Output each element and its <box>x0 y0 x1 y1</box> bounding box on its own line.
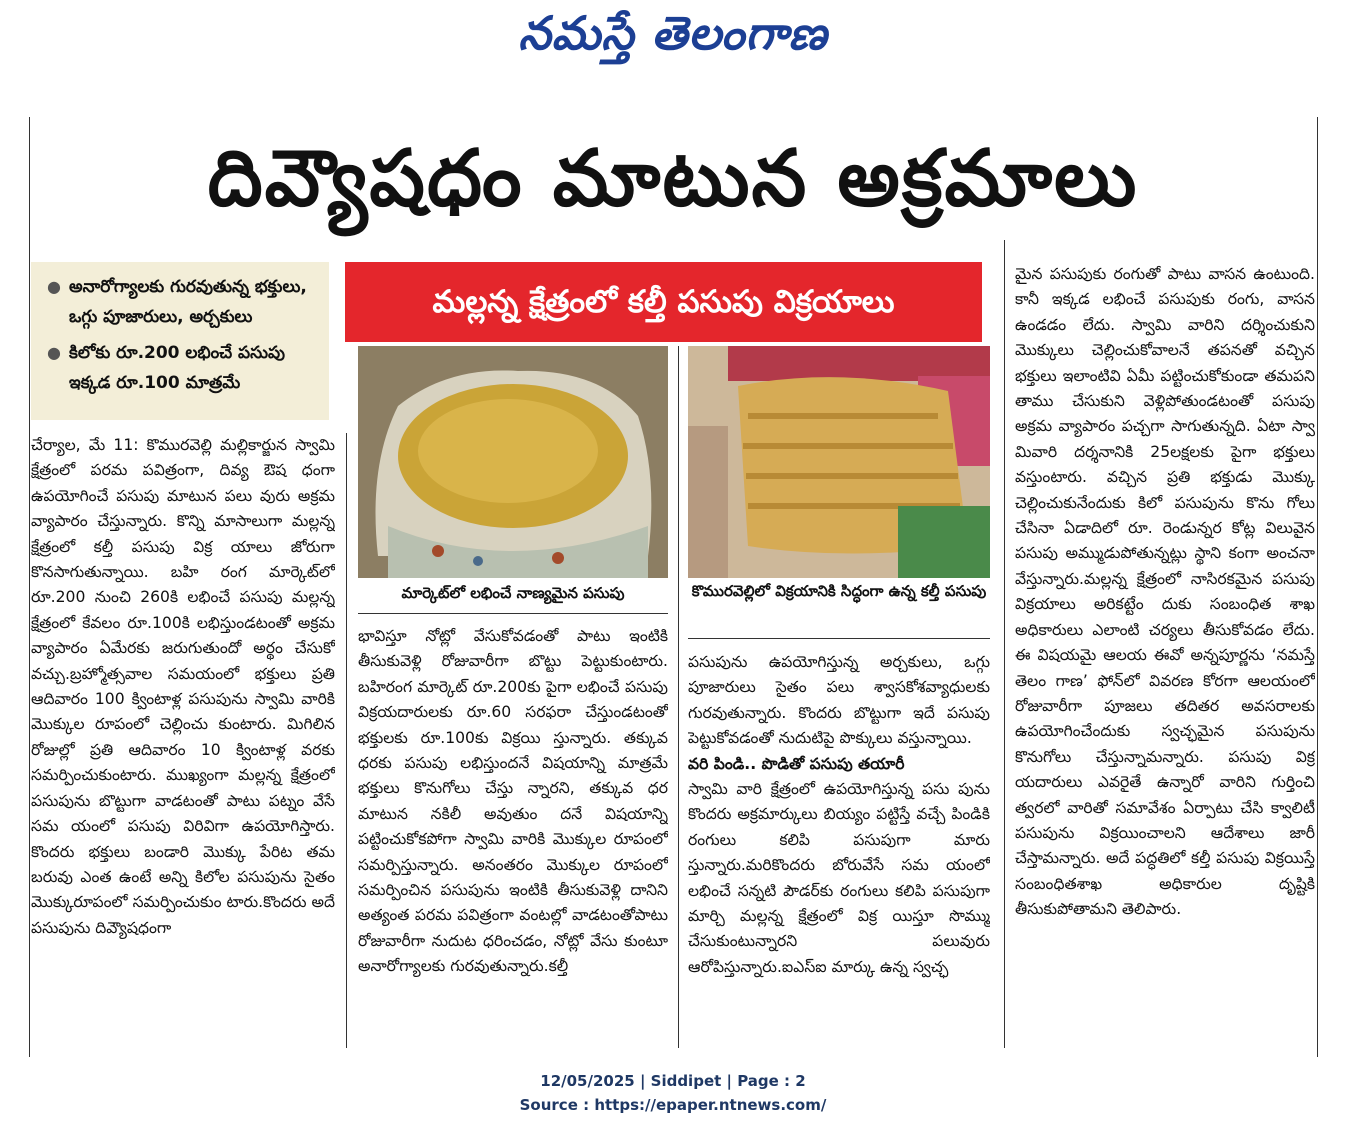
article-body-text: పసుపును ఉపయోగిస్తున్న అర్చకులు, ఒగ్గు పూజారులు సైతం పలు శ్వాసకోశవ్యాధులకు గురవుతున్నారు. కొందరు బొట్టుగా ఇదే పసుపు పెట్టుకోవడంతో నుదుటిపై పొక్కులు వస్తున్నాయి. <box>688 653 990 748</box>
turmeric-sack-illustration <box>358 346 668 578</box>
turmeric-sack-photo <box>358 346 668 578</box>
article-body-text: మైన పసుపుకు రంగుతో పాటు వాసన ఉంటుంది. కానీ ఇక్కడ లభించే పసుపుకు రంగు, వాసన ఉండడం లేదు. స్వామి వారిని దర్శించుకుని మొక్కులు చెల్లించుకోవాలనే తపనతో వచ్చిన భక్తులు ఇలాంటివి ఏమీ పట్టించుకోకుండా తమపని తాము చేసుకుని వెళ్లిపోతుండటంతో పసుపు అక్రమ వ్యాపారం పచ్చగా సాగుతున్నది. ఏటా స్వా మివారి దర్శనానికి 25లక్షలకు పైగా భక్తులు వస్తుంటారు. వచ్చిన ప్రతి భక్తుడు మొక్కు చెల్లించుకునేందుకు కిలో పసుపును కొను గోలు చేసినా ఏడాదిలో రూ. రెండున్నర కోట్ల విలువైన పసుపు అమ్ముడుపోతున్నట్లు స్థాని కంగా అంచనా వేస్తున్నారు.మల్లన్న క్షేత్రంలో నాసిరకమైన పసుపు విక్రయాలు అరికట్టేం దుకు సంబంధిత శాఖ అధికారులు ఎలాంటి చర్యలు తీసుకోవడం లేదు. ఈ విషయమై ఆలయ ఈవో అన్నపూర్ణను ‘నమస్తే తెలం గాణ’ ఫోన్‌లో వివరణ కోరగా ఆలయంలో రోజువారీగా పూజలు తదితర అవసరాలకు ఉపయోగించేందుకు స్వచ్ఛమైన పసుపును కొనుగోలు చేస్తున్నామన్నారు. పసుపు విక్ర యదారులు ఎవరైతే ఉన్నారో వారిని గుర్తించి త్వరలో వారితో సమావేశం ఏర్పాటు చేసి క్వాలిటీ పసుపును విక్రయించాలని ఆదేశాలు జారీ చేస్తామన్నారు. అదే పద్ధతిలో కల్తీ పసుపు విక్రయిస్తే సంబంధితశాఖ అధికారుల దృష్టికి తీసుకుపోతామని తెలిపారు. <box>1015 265 1315 919</box>
caption-rule <box>358 613 668 614</box>
footer-source-line: Source : https://epaper.ntnews.com/ <box>519 1096 827 1114</box>
column-divider <box>678 346 679 1048</box>
section-subheading: వరి పిండి.. పొడితో పసుపు తయారీ <box>688 754 905 773</box>
headline: దివ్యౌషధం మాటున అక్రమాలు <box>207 134 1139 224</box>
article-column-1 <box>31 433 335 1048</box>
adulterated-turmeric-packets-photo <box>688 346 990 578</box>
masthead <box>0 6 1346 76</box>
highlight-item <box>47 272 321 332</box>
highlight-item <box>47 338 321 398</box>
article-body-text: స్వామి వారి క్షేత్రంలో ఉపయోగిస్తున్న పసు పును కొందరు అక్రమార్కులు బియ్యం పట్టిస్తే వచ్చే పిండికి రంగులు కలిపి పసుపుగా మారు స్తున్నారు.మరికొందరు బోరువేసే సమ యంలో లభించే సన్నటి పౌడర్‌కు రంగులు కలిపి పసుపుగా మార్చి మల్లన్న క్షేత్రంలో విక్ర యిస్తూ సొమ్ము చేసుకుంటున్నారని పలువురు ఆరోపిస్తున్నారు.ఐఎస్ఐ మార్కు ఉన్న స్వచ్ఛ <box>688 780 990 976</box>
bullet-dot-icon: ● <box>47 343 61 362</box>
footer-date-line: 12/05/2025 | Siddipet | Page : 2 <box>540 1072 806 1090</box>
caption-rule <box>688 638 990 639</box>
highlight-text: కిలోకు రూ.200 లభించే పసుపు ఇక్కడ రూ.100 మాత్రమే <box>69 343 285 393</box>
highlights-box <box>31 262 329 420</box>
column-divider <box>346 433 347 1048</box>
turmeric-packets-illustration <box>688 346 990 578</box>
article-column-2 <box>358 624 668 1048</box>
subheadline-banner: మల్లన్న క్షేత్రంలో కల్తీ పసుపు విక్రయాలు <box>345 262 982 342</box>
newspaper-logo: నమస్తే తెలంగాణ <box>518 6 828 60</box>
highlight-text: అనారోగ్యాలకు గురవుతున్న భక్తులు, ఒగ్గు పూజారులు, అర్చకులు <box>69 277 307 327</box>
photo-caption-left: మార్కెట్‌లో లభించే నాణ్యమైన పసుపు <box>401 584 625 602</box>
bullet-dot-icon: ● <box>47 277 61 296</box>
article-column-3 <box>688 650 990 1048</box>
article-body-text: చేర్యాల, మే 11: కొమురవెల్లి మల్లికార్జున స్వామి క్షేత్రంలో పరమ పవిత్రంగా, దివ్య ఔష ధంగా ఉపయోగించే పసుపు మాటున పలు వురు అక్రమ వ్యాపారం చేస్తున్నారు. కొన్ని మాసాలుగా మల్లన్న క్షేత్రంలో కల్తీ పసుపు విక్ర యాలు జోరుగా కొనసాగుతున్నాయి. బహి రంగ మార్కెట్‌లో రూ.200 నుంచి 260కి లభించే పసుపు మల్లన్న క్షేత్రంలో కేవలం రూ.100కి లభిస్తుండటంతో అక్రమ వ్యాపారం ఏమేరకు జరుగుతుందో అర్థం చేసుకో వచ్చు.బ్రహ్మోత్సవాల సమయంలో భక్తులు ప్రతి ఆదివారం 100 క్వింటాళ్ల పసుపును స్వామి వారికి మొక్కుల రూపంలో చెల్లించు కుంటారు. మిగిలిన రోజుల్లో ప్రతి ఆదివారం 10 క్వింటాళ్ల వరకు సమర్పించుకుంటారు. ముఖ్యంగా మల్లన్న క్షేత్రంలో పసుపును బొట్టుగా వాడటంతో పాటు పట్నం వేసే సమ యంలో పసుపు విరివిగా ఉపయోగిస్తారు. కొందరు భక్తులు బండారి మొక్కు పేరిట తమ బరువు ఎంత ఉంటే అన్ని కిలోల పసుపును సైతం మొక్కురూపంలో సమర్పించుకుం టారు.కొందరు అదే పసుపును దివ్యౌషధంగా <box>31 436 335 937</box>
article-column-4 <box>1015 262 1315 1048</box>
column-divider <box>1004 240 1005 1048</box>
article-body-text: భావిస్తూ నోట్లో వేసుకోవడంతో పాటు ఇంటికి తీసుకువెళ్లి రోజువారీగా బొట్టు పెట్టుకుంటారు. బహిరంగ మార్కెట్ రూ.200కు పైగా లభించే పసుపు విక్రయదారులకు రూ.60 సరఫరా చేస్తుండటంతో భక్తులకు రూ.100కు విక్రయి స్తున్నారు. తక్కువ ధరకు పసుపు లభిస్తుందనే విషయాన్ని మాత్రమే భక్తులు కొనుగోలు చేస్తు న్నారని, తక్కువ ధర మాటున నకిలీ అవుతుం దనే విషయాన్ని పట్టించుకోకపోగా స్వామి వారికి మొక్కుల రూపంలో సమర్పిస్తున్నారు. అనంతరం మొక్కుల రూపంలో సమర్పించిన పసుపును ఇంటికి తీసుకువెళ్లి దానిని అత్యంత పరమ పవిత్రంగా వంటల్లో వాడటంతోపాటు రోజువారీగా నుదుట ధరించడం, నోట్లో వేసు కుంటూ అనారోగ్యాలకు గురవుతున్నారు.కల్తీ <box>358 627 668 976</box>
photo-caption-right: కొమురవెల్లిలో విక్రయానికి సిద్ధంగా ఉన్న కల్తీ పసుపు <box>691 582 987 600</box>
